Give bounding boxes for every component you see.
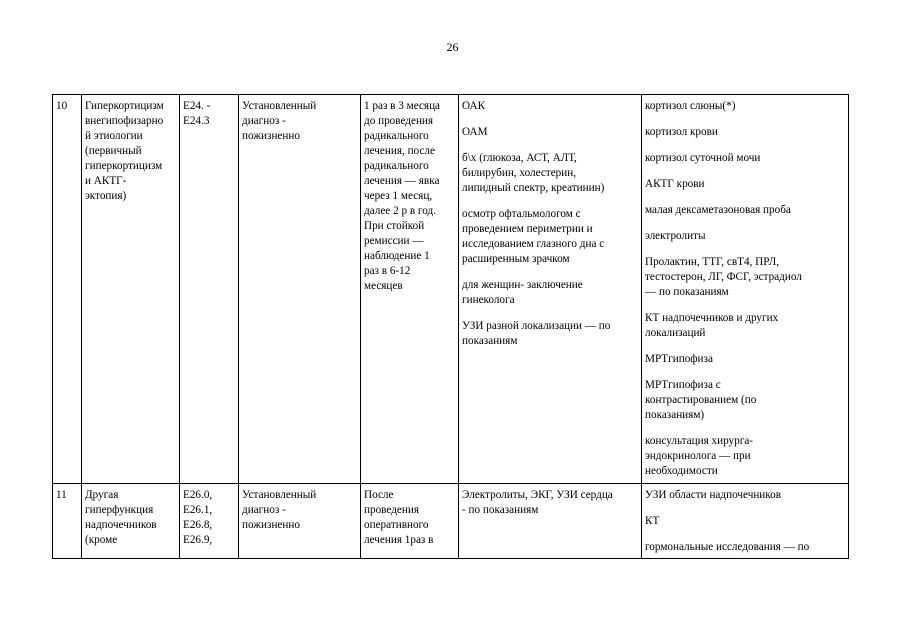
additional-item: КТ <box>645 515 660 527</box>
icd-code: E24. - E24.3 <box>180 95 239 484</box>
page-number: 26 <box>446 40 459 54</box>
additional-item: Пролактин, ТТГ, свТ4, ПРЛ, тестостерон, ЛГ, ФСГ, эстрадиол — по показаниям <box>645 256 802 298</box>
additional-item: кортизол суточной мочи <box>645 152 761 164</box>
additional-exams <box>642 484 849 559</box>
exam-item: Электролиты, ЭКГ, УЗИ сердца - по показаниям <box>462 489 613 516</box>
observation-duration: Установленный диагноз - пожизненно <box>239 484 361 559</box>
table-row-10 <box>53 95 849 484</box>
exam-item: ОАК <box>462 100 486 112</box>
required-exams <box>459 95 642 484</box>
exam-item: б\х (глюкоза, АСТ, АЛТ, билирубин, холестерин, липидный спектр, креатинин) <box>462 152 605 194</box>
additional-item: кортизол крови <box>645 126 718 138</box>
additional-exams <box>642 95 849 484</box>
additional-item: консультация хирурга- эндокринолога — при необходимости <box>645 435 754 477</box>
additional-item: электролиты <box>645 230 706 242</box>
row-number: 11 <box>53 484 82 559</box>
required-exams <box>459 484 642 559</box>
clinical-observation-table <box>52 94 849 559</box>
additional-item: малая дексаметазоновая проба <box>645 204 791 216</box>
disease-name: Другая гиперфункция надпочечников (кроме <box>82 484 180 559</box>
additional-item: МРТгипофиза с контрастированием (по показаниям) <box>645 379 757 421</box>
additional-item: МРТгипофиза <box>645 353 713 365</box>
additional-item: УЗИ области надпочечников <box>645 489 782 501</box>
exam-item: для женщин- заключение гинеколога <box>462 279 583 306</box>
table-row-11 <box>53 484 849 559</box>
disease-name: Гиперкортицизм внегипофизарно й этиологии (первичный гиперкортицизм и АКТГ- эктопия) <box>82 95 180 484</box>
exam-item: осмотр офтальмологом с проведением периметрии и исследованием глазного дна с расширенным зрачком <box>462 208 605 265</box>
icd-code: E26.0, E26.1, E26.8, E26.9, <box>180 484 239 559</box>
visit-frequency: 1 раз в 3 месяца до проведения радикального лечения, после радикального лечения — явка через 1 месяц, далее 2 р в год. При стойкой ремиссии — наблюдение 1 раз в 6-12 месяцев <box>361 95 459 484</box>
additional-item: кортизол слюны(*) <box>645 100 736 112</box>
additional-item: КТ надпочечников и других локализаций <box>645 312 779 339</box>
observation-duration: Установленный диагноз - пожизненно <box>239 95 361 484</box>
additional-item: АКТГ крови <box>645 178 705 190</box>
row-number: 10 <box>53 95 82 484</box>
exam-item: УЗИ разной локализации — по показаниям <box>462 320 611 347</box>
exam-item: ОАМ <box>462 126 488 138</box>
visit-frequency: После проведения оперативного лечения 1раз в <box>361 484 459 559</box>
additional-item: гормональные исследования — по <box>645 541 810 553</box>
